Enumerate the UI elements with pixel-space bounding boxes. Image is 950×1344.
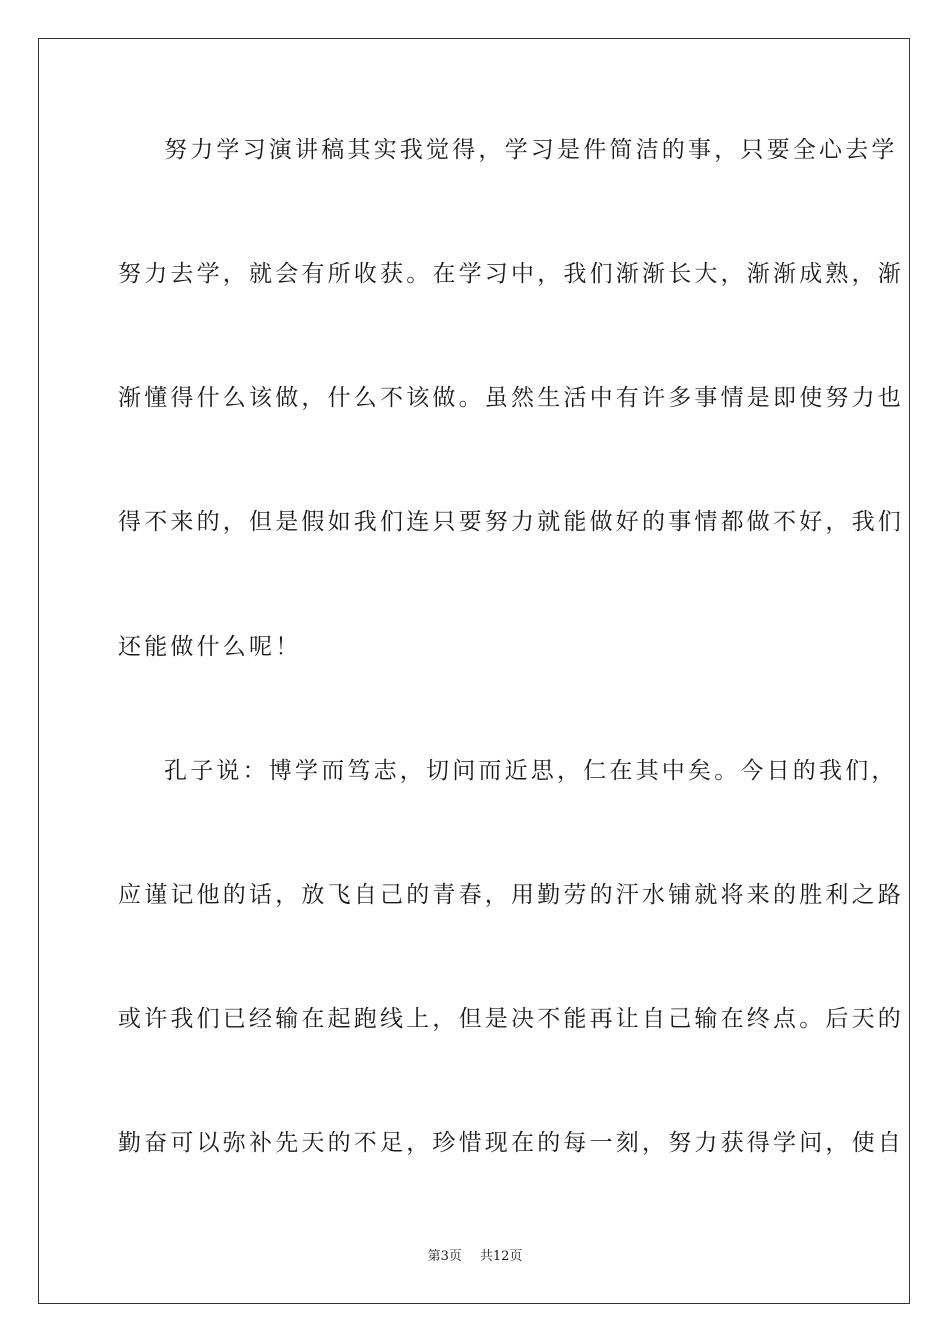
paragraph-1-line-5: 还能做什么呢！	[118, 634, 302, 660]
paragraph-2-line-3: 或许我们已经输在起跑线上，但是决不能再让自己输在终点。后天的	[118, 1006, 904, 1032]
page-number: 第3页	[427, 1249, 462, 1264]
paragraph-1-line-1: 努力学习演讲稿其实我觉得，学习是件简洁的事，只要全心去学	[164, 137, 898, 163]
paragraph-2-line-4: 勤奋可以弥补先天的不足，珍惜现在的每一刻，努力获得学问，使自	[118, 1130, 904, 1156]
paragraph-1-line-3: 渐懂得什么该做，什么不该做。虽然生活中有许多事情是即使努力也	[118, 385, 904, 411]
paragraph-2-line-1: 孔子说：博学而笃志，切问而近思，仁在其中矣。今日的我们，	[164, 758, 898, 784]
paragraph-2-line-2: 应谨记他的话，放飞自己的青春，用勤劳的汗水铺就将来的胜利之路	[118, 882, 904, 908]
paragraph-1-line-2: 努力去学，就会有所收获。在学习中，我们渐渐长大，渐渐成熟，渐	[118, 261, 904, 287]
page-border	[38, 38, 910, 1304]
paragraph-1-line-4: 得不来的，但是假如我们连只要努力就能做好的事情都做不好，我们	[118, 509, 904, 535]
page-total: 共12页	[479, 1249, 523, 1264]
page-footer	[0, 1248, 950, 1266]
